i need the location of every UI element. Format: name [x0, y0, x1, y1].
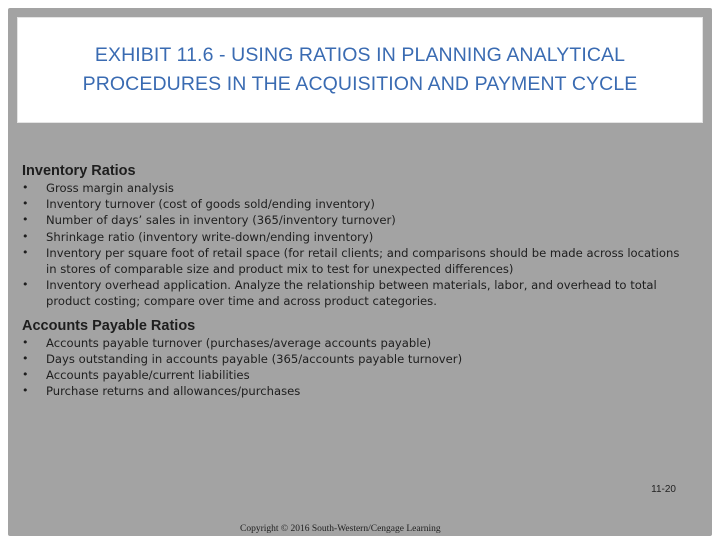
page-number: 11-20 [651, 484, 676, 495]
list-item: • Inventory overhead application. Analyze the relationship between materials, labor, and overhead to total product costing; compare over time and across product categories. [22, 277, 692, 309]
copyright-notice: Copyright © 2016 South-Western/Cengage Learning [240, 524, 441, 534]
title-box [18, 18, 702, 122]
list-item: • Days outstanding in accounts payable (365/accounts payable turnover) [22, 351, 692, 367]
list-item: • Purchase returns and allowances/purchases [22, 383, 692, 399]
section-heading: Inventory Ratios [22, 163, 136, 179]
list-item: • Accounts payable turnover (purchases/average accounts payable) [22, 335, 692, 351]
slide-title-line-1: EXHIBIT 11.6 - USING RATIOS IN PLANNING ANALYTICAL [94, 44, 626, 66]
section-heading: Accounts Payable Ratios [22, 317, 196, 334]
accounts-payable-ratios-list [22, 335, 692, 400]
slide-content [22, 162, 692, 399]
list-item: • Accounts payable/current liabilities [22, 367, 692, 383]
list-item: • Shrinkage ratio (inventory write-down/ending inventory) [22, 229, 692, 245]
inventory-ratios-section [22, 162, 692, 310]
list-item: • Inventory per square foot of retail space (for retail clients; and comparisons should be made across locations in stores of comparable size and product mix to test for unexpected differences) [22, 245, 692, 277]
list-item: • Inventory turnover (cost of goods sold/ending inventory) [22, 196, 692, 212]
slide-title-line-2: PROCEDURES IN THE ACQUISITION AND PAYMENT CYCLE [82, 73, 638, 95]
accounts-payable-ratios-section [22, 317, 692, 400]
list-item: • Gross margin analysis [22, 180, 692, 196]
list-item: • Number of days’ sales in inventory (365/inventory turnover) [22, 212, 692, 228]
inventory-ratios-list [22, 180, 692, 310]
